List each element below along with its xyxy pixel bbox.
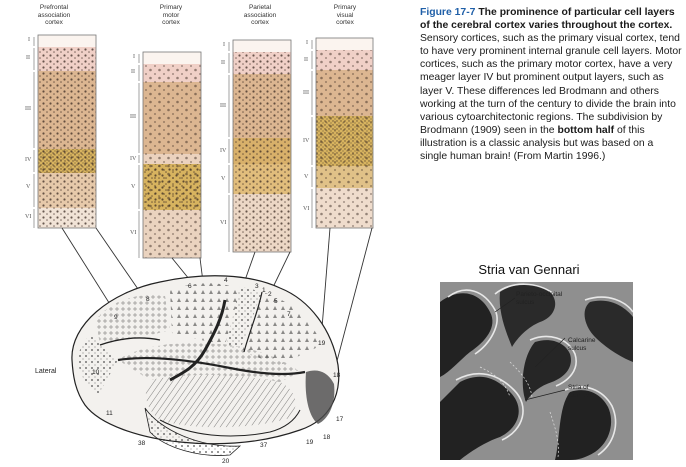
- view-label-lateral: Lateral: [35, 368, 57, 375]
- layer-numeral: IV: [130, 156, 137, 162]
- caption-body: Sensory cortices, such as the primary visual cortex, tend to have very prominent internal granule cell layers. Motor cortices, such as the primary motor cortex, have a very meager layer IV but prominent output layers, such as layer V. These differences led Brodmann and others working at the turn of the century to divide the brain into various cytoarchitectonic regions. The subdivision by Brodmann (1909) seen in the: [420, 33, 682, 136]
- area-number: 10: [92, 369, 100, 376]
- label-line: sulcus: [568, 344, 587, 352]
- title-line: motor: [162, 11, 180, 19]
- layer-numeral: III: [130, 114, 136, 120]
- layer-numeral: III: [25, 106, 31, 112]
- layer-numeral: IV: [25, 157, 32, 163]
- label-parieto-occipital-sulcus: [516, 291, 562, 306]
- layer-numeral: I: [306, 40, 308, 46]
- area-number: 7: [287, 311, 291, 318]
- figure-label: Figure 17-7: [420, 7, 476, 18]
- area-number: 8: [146, 296, 150, 303]
- stria-section-drawing: [440, 282, 633, 460]
- layer-numeral: VI: [130, 230, 137, 236]
- layer-numeral: II: [131, 69, 135, 75]
- label-line: Parieto-occipital: [516, 291, 563, 298]
- label-stria-of-gennari: [568, 384, 591, 399]
- layer-numeral: I: [223, 42, 225, 48]
- title-line: visual: [336, 11, 354, 19]
- layer-numeral: V: [131, 184, 136, 190]
- brodmann-brain-lateral: [72, 276, 339, 456]
- label-line: Gennari: [568, 391, 592, 399]
- label-line: Calcarine: [568, 337, 596, 344]
- layer-numeral: I: [28, 37, 30, 43]
- layer-numeral: VI: [303, 206, 310, 212]
- title-line: cortex: [162, 19, 180, 26]
- area-number: 20: [222, 458, 230, 465]
- area-number: 6: [188, 283, 192, 290]
- layer-numeral: IV: [220, 148, 227, 154]
- layer-numeral: I: [133, 54, 135, 60]
- cortex-column-prefrontal: [38, 35, 96, 228]
- title-line: Primary: [333, 4, 357, 11]
- caption-title: The prominence of particular cell layers of the cerebral cortex varies throughout the cortex.: [420, 7, 675, 32]
- layer-numeral: II: [221, 60, 225, 66]
- area-number: 37: [260, 442, 268, 449]
- cortex-column-visual: [316, 38, 373, 228]
- layer-numeral: II: [26, 55, 30, 61]
- title-line: Parietal: [248, 4, 272, 11]
- layer-numeral: V: [304, 174, 309, 180]
- layer-numeral: VI: [25, 214, 32, 220]
- cortex-column-motor: [143, 52, 201, 258]
- area-number: 1: [262, 287, 266, 294]
- caption-body: of this illustration is a classic analysis but was based on a single human brain! (From Martin 1996.): [420, 124, 654, 163]
- layer-numeral: V: [221, 176, 226, 182]
- layer-numeral: III: [303, 90, 309, 96]
- title-line: Prefrontal: [39, 4, 69, 11]
- label-line: Stria of: [568, 384, 589, 391]
- area-number: 2: [268, 291, 272, 298]
- area-number: 19: [318, 340, 326, 347]
- layer-numeral: II: [304, 57, 308, 63]
- stria-gennari-figure: [440, 282, 633, 460]
- stria-title: Stria van Gennari: [478, 262, 580, 277]
- label-calcarine-sulcus: [568, 337, 595, 352]
- label-line: sulcus: [516, 298, 535, 306]
- title-line: Primary: [159, 4, 183, 11]
- area-number: 9: [114, 314, 118, 321]
- layer-numeral: III: [220, 103, 226, 109]
- area-number: 4: [224, 277, 228, 284]
- area-number: 18: [323, 434, 331, 441]
- title-line: cortex: [251, 19, 269, 26]
- area-number: 17: [336, 416, 344, 423]
- title-line: cortex: [336, 19, 354, 26]
- layer-numeral: IV: [303, 138, 310, 144]
- area-number: 38: [138, 440, 146, 447]
- area-number: 19: [306, 439, 314, 446]
- title-line: association: [37, 11, 71, 19]
- layer-numeral: VI: [220, 220, 227, 226]
- area-number: 3: [255, 283, 259, 290]
- area-number: 18: [333, 372, 341, 379]
- area-number: 11: [106, 410, 113, 417]
- layer-numeral: V: [26, 184, 31, 190]
- area-number: 5: [274, 298, 278, 305]
- cortex-column-parietal: [233, 40, 291, 252]
- title-line: cortex: [45, 19, 63, 26]
- figure-caption: [420, 6, 682, 163]
- title-line: association: [243, 11, 277, 19]
- caption-emphasis: bottom half: [557, 124, 615, 136]
